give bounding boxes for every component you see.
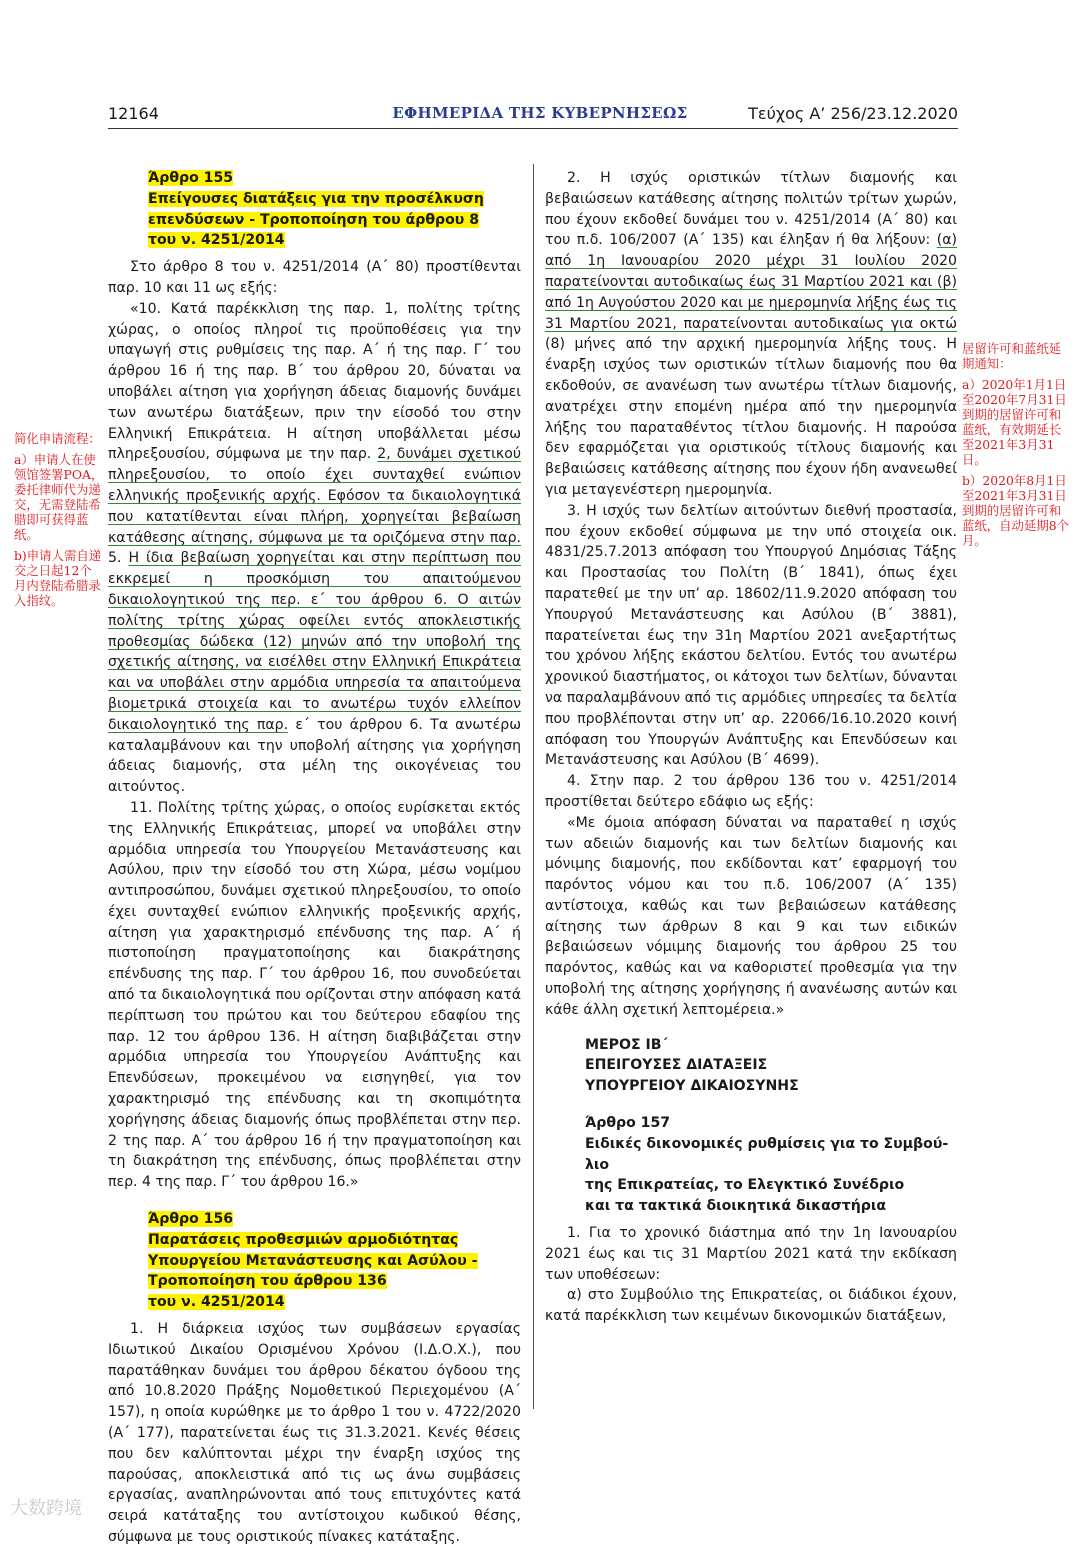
left-column: [108, 168, 521, 1548]
para-10-underlined-1: 2, δυνάμει σχετικού πληρεξουσίου, το οποίο έχει συνταχθεί ενώπιον ελληνικής προξενικής αρχής. Εφόσον τα δικαιολογητικά που κατατίθενται είναι πλήρη, χορηγείται βεβαίωση κατάθεσης αίτησης, σύμφωνα με τα οριζόμενα στην παρ.: [108, 446, 522, 546]
part-12-title-line2: ΥΠΟΥΡΓΕΙΟΥ ΔΙΚΑΙΟΣΥΝΗΣ: [585, 1078, 799, 1095]
article-157-para-1: 1. Για το χρονικό διάστημα από την 1η Ιανουαρίου 2021 έως και τις 31 Μαρτίου 2021 κατά την εκδίκαση των υποθέσεων:: [545, 1225, 957, 1283]
column-divider: [533, 164, 534, 1409]
right-column: [545, 168, 957, 1327]
article-156-para-3: 3. Η ισχύς των δελτίων αιτούντων διεθνή προστασία, που έχουν εκδοθεί σύμφωνα με την υπό στοιχεία οικ. 4831/25.7.2013 απόφαση του Υπουργού Δημόσιας Τάξης και Προστασίας του Πολίτη (Β΄ 1841), όπως έχει παρατεθεί με την υπ’ αρ. 18602/11.9.2020 απόφαση του Υπουργού Μετανάστευσης και Ασύλου (Β΄ 3881), παρατείνεται έως την 31η Μαρτίου 2021 ανεξαρτήτως του χρόνου λήξης εκάστου δελτίου. Εντός του ανωτέρω χρονικού διαστήματος, οι κάτοχοι των δελτίων, δύνανται να παραλαμβάνουν από τις αρμόδιες υπηρεσίες τα δελτία που προβλέπονται στην υπ’ αρ. 22066/16.10.2020 κοινή απόφαση του Υπουργών Ανάπτυξης και Επενδύσεων και Μετανάστευσης και Ασύλου (Β΄ 4699).: [545, 502, 957, 769]
left-annotation-a: a）申请人在使领馆签署POA，委托律师代为递交，无需登陆希腊即可获得蓝纸。: [14, 452, 104, 542]
left-annotation: [14, 431, 104, 614]
article-155-heading: [148, 168, 521, 251]
article-157-para-1a: α) στο Συμβούλιο της Επικρατείας, οι διάδικοι έχουν, κατά παρέκκλιση των κειμένων δικονομικών διατάξεων,: [545, 1287, 957, 1325]
gazette-title: ΕΦΗΜΕΡΙΔΑ ΤΗΣ ΚΥΒΕΡΝΗΣΕΩΣ: [392, 104, 688, 122]
part-12-heading: [585, 1035, 957, 1097]
para-10-text-a: «10. Κατά παρέκκλιση της παρ. 1, πολίτης τρίτης χώρας, ο οποίος πληροί τις προϋποθέσεις για την υπαγωγή στις ρυθμίσεις της παρ. Α΄ ή της παρ. Γ΄ του άρθρου 16 ή της παρ. Β΄ του άρθρου 20, δύναται να υποβάλει αίτηση για χορήγηση άδειας διαμονής δυνάμει των ανωτέρω διατάξεων, πριν την είσοδό του στην Ελληνική Επικράτεια. Η αίτηση υποβάλλεται μέσω πληρεξουσίου, σύμφωνα με την παρ.: [108, 300, 521, 463]
part-12-title-line1: ΕΠΕΙΓΟΥΣΕΣ ΔΙΑΤΑΞΕΙΣ: [585, 1057, 768, 1074]
article-157-title-line2: λιο: [585, 1156, 610, 1173]
article-157-title-line3: της Επικρατείας, το Ελεγκτικό Συνέδριο: [585, 1177, 905, 1194]
article-155-para-10: [108, 299, 521, 798]
article-156-title-line3: Τροποποίηση του άρθρου 136: [148, 1273, 387, 1290]
article-156-para-4-quote: «Με όμοια απόφαση δύναται να παραταθεί η ισχύς των αδειών διαμονής και των δελτίων διαμονής και μόνιμης διαμονής, που εκδίδονται κατ’ εφαρμογή του παρόντος νόμου και του π.δ. 106/2007 (Α΄ 135) αντίστοιχα, καθώς και των βεβαιώσεων κατάθεσης αίτησης των άρθρων 8 και 9 και των ειδικών βεβαιώσεων νόμιμης διαμονής του άρθρου 25 του παρόντος, καθώς και να καθοριστεί προθεσμία για την υποβολή της αίτησης χορήγησης ή ανανέωσης αυτών και κάθε άλλη σχετική λεπτομέρεια.»: [545, 814, 957, 1018]
article-157-title-line1: Ειδικές δικονομικές ρυθμίσεις για το Συμβού-: [585, 1135, 949, 1152]
article-155-title-line1: Επείγουσες διατάξεις για την προσέλκυση: [148, 190, 484, 207]
article-155-intro: Στο άρθρο 8 του ν. 4251/2014 (Α΄ 80) προστίθενται παρ. 10 και 11 ως εξής:: [108, 259, 521, 296]
article-156-title-line2: Υπουργείου Μετανάστευσης και Ασύλου -: [148, 1252, 478, 1269]
article-156-title-line1: Παρατάσεις προθεσμιών αρμοδιότητας: [148, 1231, 459, 1248]
left-annotation-title: 简化申请流程：: [14, 431, 101, 446]
article-156-para-2: [545, 168, 957, 501]
para-2-text-a: 2. Η ισχύς οριστικών τίτλων διαμονής και βεβαιώσεων κατάθεσης αίτησης πολιτών τρίτων χωρών, που έχουν εκδοθεί δυνάμει του ν. 4251/2014 (Α΄ 80) και του π.δ. 106/2007 (Α΄ 135) και έληξαν ή θα λήξουν:: [545, 170, 957, 249]
right-annotation-title: 居留许可和蓝纸延期通知：: [962, 341, 1062, 371]
part-12-label: ΜΕΡΟΣ ΙΒ΄: [585, 1036, 668, 1053]
page-number: 12164: [108, 104, 159, 123]
article-156-title-line4: του ν. 4251/2014: [148, 1294, 285, 1311]
article-155-title-line3: του ν. 4251/2014: [148, 232, 285, 249]
header-rule: [108, 128, 958, 129]
watermark: 大数跨境: [10, 1498, 82, 1519]
article-155-title-line2: επενδύσεων - Τροποποίηση του άρθρου 8: [148, 211, 480, 228]
article-155-number: Άρθρο 155: [148, 170, 234, 186]
article-156-para-1: 1. Η διάρκεια ισχύος των συμβάσεων εργασίας Ιδιωτικού Δικαίου Ορισμένου Χρόνου (Ι.Δ.Ο.Χ.), που παρατάθηκαν δυνάμει του άρθρου δέκατου όγδοου της από 10.8.2020 Πράξης Νομοθετικού Περιεχομένου (Α΄ 157), η οποία κυρώθηκε με το άρθρο 1 του ν. 4722/2020 (Α΄ 177), παρατείνεται έως τις 31.3.2021. Κενές θέσεις που δεν καλύπτονται μέχρι την έναρξη ισχύος της παρούσας, αποκλειστικά από τις ως άνω συμβάσεις εργασίας, αναπληρώνονται από τους επιτυχόντες κατά σειρά κατάταξης του αντίστοιχου κωδικού θέσης, σύμφωνα με τους οριστικούς πίνακες κατάταξης.: [108, 1321, 521, 1545]
article-156-number: Άρθρο 156: [148, 1211, 234, 1228]
left-annotation-b: b)申请人需自递交之日起12个月内登陆希腊录入指纹。: [14, 548, 102, 608]
right-annotation-b: b）2020年8月1日至2021年3月31日到期的居留许可和蓝纸，自动延期8个月。: [962, 473, 1070, 548]
para-2-underlined: (α) από 1η Ιανουαρίου 2020 μέχρι 31 Ιουλίου 2020 παρατείνονται αυτοδικαίως έως 31 Μαρτίου 2021 και (β) από 1η Αυγούστου 2020 και με ημερομηνία λήξης έως τις 31 Μαρτίου 2021, παρατείνονται αυτοδικαίως για οκτώ: [545, 232, 957, 332]
article-155-para-11: 11. Πολίτης τρίτης χώρας, ο οποίος ευρίσκεται εκτός της Ελληνικής Επικράτειας, μπορεί να υποβάλει στην αρμόδια υπηρεσία του Υπουργείου Μετανάστευσης και Ασύλου, πριν την είσοδό του στη Χώρα, μέσω νομίμου αντιπροσώπου, δυνάμει σχετικού πληρεξουσίου, το οποίο έχει συνταχθεί ενώπιον ελληνικής προξενικής αρχής, αίτηση για χαρακτηρισμό επένδυσης της παρ. Α΄ ή πιστοποίηση πραγματοποίησης και διακράτησης επένδυσης της παρ. Γ΄ του άρθρου 16, που συνοδεύεται από τα δικαιολογητικά που ορίζονται στην απόφαση κατά περίπτωση του πρώτου και του δεύτερου εδαφίου της παρ. 12 του άρθρου 136. Η αίτηση διαβιβάζεται στην αρμόδια υπηρεσία του Υπουργείου Ανάπτυξης και Επενδύσεων, προκειμένου να εισηγηθεί, για τον χαρακτηρισμό της επένδυσης και τη σκοπιμότητα χορήγησης άδειας διαμονής όπως προβλέπεται στην περ. 2 της παρ. Α΄ του άρθρου 16 ή την πραγματοποίηση και τη διακράτηση της επένδυσης, όπως προβλέπεται στην περ. 4 της παρ. Γ΄ του άρθρου 16.»: [108, 799, 521, 1191]
para-10-text-b: 5.: [108, 550, 122, 567]
article-157-title-line4: και τα τακτικά διοικητικά δικαστήρια: [585, 1198, 887, 1215]
para-10-underlined-2: Η ίδια βεβαίωση χορηγείται και στην περίπτωση που εκκρεμεί η προσκόμιση του απαιτούμενου δικαιολογητικού της περ. ε΄ του άρθρου 6. Ο αιτών πολίτης τρίτης χώρας οφείλει εντός αποκλειστικής προθεσμίας δώδεκα (12) μηνών από την υποβολή της σχετικής αίτησης, να εισέλθει στην Ελληνική Επικράτεια και να υποβάλει στην αρμόδια υπηρεσία τα απαιτούμενα βιομετρικά στοιχεία και το ανωτέρω τυχόν ελλείπον δικαιολογητικό της παρ.: [108, 550, 521, 733]
article-156-heading: [148, 1209, 521, 1313]
article-156-para-4: 4. Στην παρ. 2 του άρθρου 136 του ν. 4251/2014 προστίθεται δεύτερο εδάφιο ως εξής:: [545, 773, 957, 810]
right-annotation: [962, 341, 1072, 554]
issue-number: Τεύχος A’ 256/23.12.2020: [748, 104, 958, 123]
article-157-number: Άρθρο 157: [585, 1115, 671, 1132]
article-157-heading: [585, 1113, 957, 1217]
right-annotation-a: a）2020年1月1日至2020年7月31日到期的居留许可和蓝纸，有效期延长至2021年3月31日。: [962, 377, 1067, 467]
para-2-text-b: (8) μήνες από την αρχική ημερομηνία λήξης τους. Η έναρξη ισχύος των οριστικών τίτλων διαμονής που θα εκδοθούν, σε ανανέωση των ανωτέρω τίτλων διαμονής, ανατρέχει στην επομένη ημέρα από την ημερομηνία λήξης του παραταθέντος τίτλου διαμονής. Η παρούσα δεν εφαρμόζεται για οριστικούς τίτλους διαμονής και βεβαιώσεις κατάθεσης αίτησης που έχουν ήδη ανανεωθεί για μεταγενέστερη ημερομηνία.: [545, 336, 957, 498]
para-10-text-c: ε΄ του άρθρου 6. Τα ανωτέρω καταλαμβάνουν και την υποβολή αίτησης για χορήγηση άδειας διαμονής, στα μέλη της οικογένειας του αιτούντος.: [108, 716, 521, 796]
